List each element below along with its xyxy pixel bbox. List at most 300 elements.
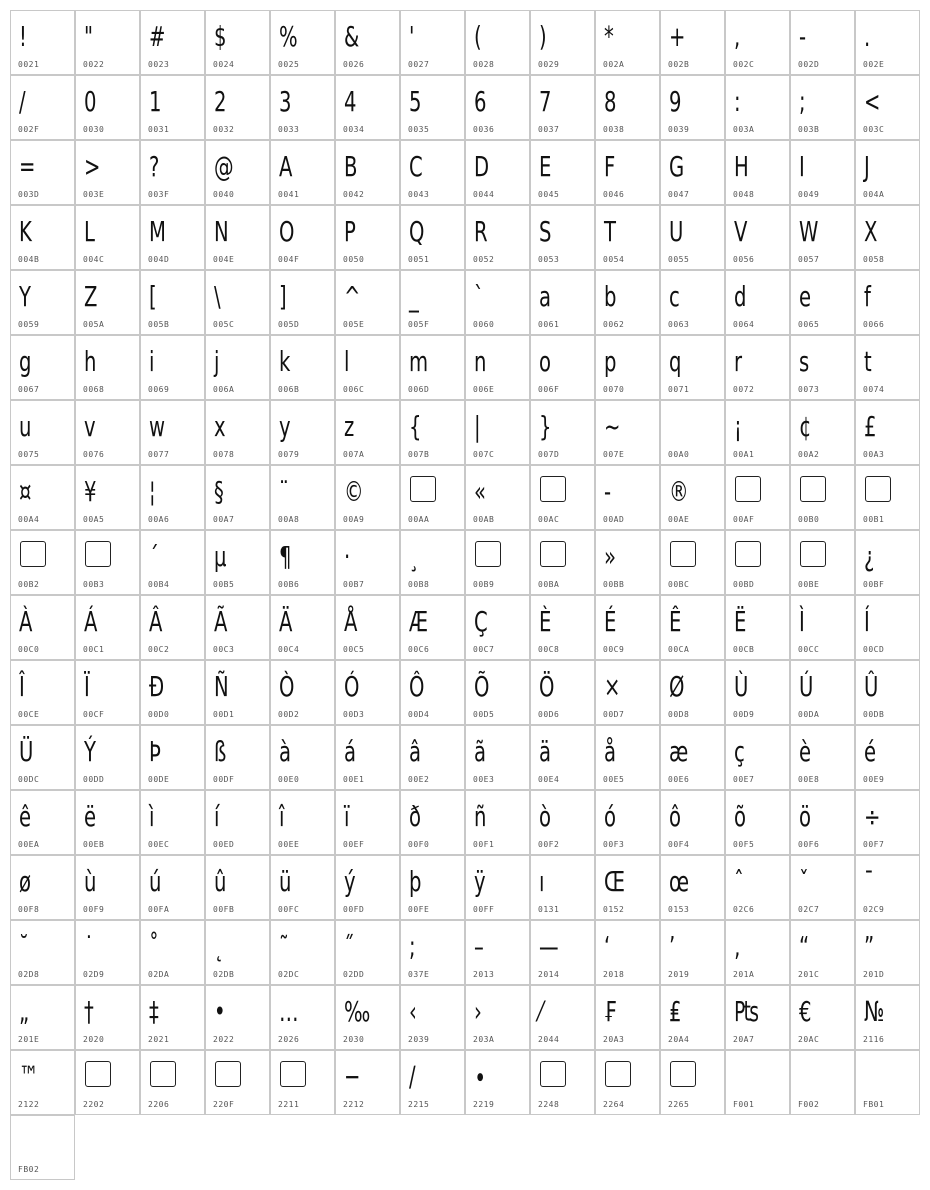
glyph-cell xyxy=(790,335,855,400)
glyph-char: ÷ xyxy=(864,800,881,833)
glyph-codepoint: 00FA xyxy=(148,905,170,914)
glyph-cell xyxy=(855,530,920,595)
glyph-codepoint: 0068 xyxy=(83,385,105,394)
missing-glyph-box xyxy=(670,541,696,567)
glyph-codepoint: 00B1 xyxy=(863,515,885,524)
glyph-char: a xyxy=(539,280,552,313)
glyph-char: ‡ xyxy=(149,995,159,1028)
glyph-char: 8 xyxy=(604,85,617,118)
glyph-codepoint: 00C1 xyxy=(83,645,105,654)
glyph-char: ` xyxy=(474,280,484,313)
glyph-cell xyxy=(205,205,270,270)
glyph-codepoint: 0038 xyxy=(603,125,625,134)
glyph-cell xyxy=(335,725,400,790)
glyph-cell xyxy=(10,465,75,530)
glyph-char: Ê xyxy=(669,605,682,638)
glyph-char: D xyxy=(474,150,490,183)
glyph-cell xyxy=(140,270,205,335)
glyph-codepoint: 00FB xyxy=(213,905,235,914)
glyph-cell xyxy=(530,790,595,855)
glyph-char: ” xyxy=(864,930,875,963)
glyph-codepoint: 007C xyxy=(473,450,495,459)
glyph-codepoint: 00D5 xyxy=(473,710,495,719)
glyph-cell xyxy=(725,75,790,140)
glyph-codepoint: 00CA xyxy=(668,645,690,654)
glyph-cell xyxy=(530,335,595,400)
missing-glyph-box xyxy=(735,541,761,567)
glyph-char: P xyxy=(344,215,356,248)
glyph-codepoint: 0052 xyxy=(473,255,495,264)
glyph-char: g xyxy=(19,345,32,378)
glyph-cell xyxy=(75,660,140,725)
glyph-codepoint: 003D xyxy=(18,190,40,199)
glyph-cell xyxy=(10,985,75,1050)
glyph-cell xyxy=(855,855,920,920)
glyph-cell xyxy=(400,10,465,75)
glyph-char: ˘ xyxy=(19,930,29,963)
glyph-codepoint: 0152 xyxy=(603,905,625,914)
glyph-codepoint: 00C7 xyxy=(473,645,495,654)
glyph-char: c xyxy=(669,280,680,313)
glyph-char: T xyxy=(604,215,616,248)
glyph-codepoint: 00C3 xyxy=(213,645,235,654)
missing-glyph-box xyxy=(800,476,826,502)
glyph-char: í xyxy=(214,800,220,833)
glyph-cell xyxy=(140,400,205,465)
glyph-char: è xyxy=(799,735,812,768)
glyph-codepoint: 20A7 xyxy=(733,1035,755,1044)
glyph-char: Ï xyxy=(84,670,90,703)
glyph-codepoint: 005A xyxy=(83,320,105,329)
glyph-char: õ xyxy=(734,800,746,833)
glyph-char: & xyxy=(344,20,360,53)
glyph-codepoint: 0051 xyxy=(408,255,430,264)
glyph-char: Å xyxy=(344,605,358,638)
glyph-char: ™ xyxy=(19,1060,39,1093)
glyph-cell xyxy=(465,790,530,855)
glyph-codepoint: 0027 xyxy=(408,60,430,69)
glyph-codepoint: 0021 xyxy=(18,60,40,69)
glyph-codepoint: 00B3 xyxy=(83,580,105,589)
glyph-codepoint: 00BA xyxy=(538,580,560,589)
glyph-cell xyxy=(790,725,855,790)
glyph-codepoint: 00A3 xyxy=(863,450,885,459)
glyph-cell xyxy=(335,205,400,270)
glyph-codepoint: 0073 xyxy=(798,385,820,394)
glyph-char: W xyxy=(799,215,819,248)
glyph-cell xyxy=(790,140,855,205)
missing-glyph-box xyxy=(670,1061,696,1087)
glyph-cell xyxy=(205,1050,270,1115)
glyph-codepoint: 02DC xyxy=(278,970,300,979)
glyph-char: à xyxy=(279,735,292,768)
glyph-char: ¿ xyxy=(864,540,875,573)
glyph-codepoint: 00EC xyxy=(148,840,170,849)
glyph-cell xyxy=(270,335,335,400)
missing-glyph-box xyxy=(540,476,566,502)
glyph-char: y xyxy=(279,410,291,443)
glyph-char: › xyxy=(474,995,482,1028)
glyph-cell xyxy=(140,10,205,75)
glyph-cell xyxy=(335,10,400,75)
glyph-char: œ xyxy=(669,865,690,898)
glyph-codepoint: 00F3 xyxy=(603,840,625,849)
glyph-codepoint: 2116 xyxy=(863,1035,885,1044)
glyph-codepoint: 004B xyxy=(18,255,40,264)
glyph-codepoint: 00B6 xyxy=(278,580,300,589)
glyph-codepoint: 02C7 xyxy=(798,905,820,914)
glyph-cell xyxy=(790,10,855,75)
glyph-cell xyxy=(530,205,595,270)
glyph-codepoint: 2212 xyxy=(343,1100,365,1109)
glyph-codepoint: 0061 xyxy=(538,320,560,329)
glyph-codepoint: 0078 xyxy=(213,450,235,459)
glyph-char: Ô xyxy=(409,670,425,703)
glyph-codepoint: 00C6 xyxy=(408,645,430,654)
glyph-codepoint: 00A0 xyxy=(668,450,690,459)
glyph-codepoint: 00C8 xyxy=(538,645,560,654)
glyph-char: B xyxy=(344,150,358,183)
glyph-codepoint: 005B xyxy=(148,320,170,329)
glyph-codepoint: 0034 xyxy=(343,125,365,134)
glyph-char: i xyxy=(149,345,155,378)
glyph-char: » xyxy=(604,540,616,573)
glyph-codepoint: 00A1 xyxy=(733,450,755,459)
glyph-cell xyxy=(530,75,595,140)
glyph-char: ¥ xyxy=(84,475,97,508)
glyph-cell xyxy=(75,400,140,465)
glyph-char: X xyxy=(864,215,878,248)
glyph-codepoint: 00B0 xyxy=(798,515,820,524)
glyph-codepoint: 006E xyxy=(473,385,495,394)
glyph-cell xyxy=(335,920,400,985)
glyph-char: * xyxy=(604,20,614,53)
glyph-char: • xyxy=(214,995,226,1028)
glyph-cell xyxy=(205,140,270,205)
glyph-char: À xyxy=(19,605,33,638)
glyph-codepoint: 0077 xyxy=(148,450,170,459)
glyph-cell xyxy=(790,465,855,530)
glyph-char: Z xyxy=(84,280,98,313)
glyph-cell xyxy=(855,920,920,985)
glyph-codepoint: 005E xyxy=(343,320,365,329)
missing-glyph-box xyxy=(540,1061,566,1087)
glyph-cell xyxy=(790,530,855,595)
glyph-char: M xyxy=(149,215,166,248)
glyph-codepoint: 2202 xyxy=(83,1100,105,1109)
glyph-char: Y xyxy=(19,280,31,313)
glyph-cell xyxy=(75,140,140,205)
glyph-char: v xyxy=(84,410,96,443)
glyph-cell xyxy=(335,140,400,205)
glyph-cell xyxy=(595,270,660,335)
glyph-cell xyxy=(335,335,400,400)
glyph-codepoint: 006B xyxy=(278,385,300,394)
glyph-cell xyxy=(10,1115,75,1180)
glyph-codepoint: 00DB xyxy=(863,710,885,719)
glyph-char: 4 xyxy=(344,85,357,118)
glyph-char: d xyxy=(734,280,747,313)
glyph-char: 7 xyxy=(539,85,552,118)
glyph-cell xyxy=(140,140,205,205)
glyph-cell xyxy=(595,530,660,595)
glyph-char: © xyxy=(344,475,364,508)
glyph-cell xyxy=(335,400,400,465)
glyph-cell xyxy=(140,595,205,660)
glyph-cell xyxy=(140,530,205,595)
glyph-char: 9 xyxy=(669,85,682,118)
glyph-codepoint: 0044 xyxy=(473,190,495,199)
glyph-char: ç xyxy=(734,735,745,768)
glyph-cell xyxy=(10,270,75,335)
glyph-char: ‹ xyxy=(409,995,417,1028)
glyph-cell xyxy=(335,1050,400,1115)
glyph-codepoint: 0069 xyxy=(148,385,170,394)
glyph-codepoint: 0048 xyxy=(733,190,755,199)
glyph-char: A xyxy=(279,150,293,183)
glyph-codepoint: 00D1 xyxy=(213,710,235,719)
glyph-char: Ø xyxy=(669,670,685,703)
glyph-codepoint: 0045 xyxy=(538,190,560,199)
glyph-cell xyxy=(465,205,530,270)
glyph-codepoint: 005D xyxy=(278,320,300,329)
glyph-char: h xyxy=(84,345,97,378)
glyph-char: " xyxy=(84,20,94,53)
glyph-codepoint: 00AD xyxy=(603,515,625,524)
glyph-cell xyxy=(530,855,595,920)
glyph-cell xyxy=(790,205,855,270)
glyph-codepoint: 0050 xyxy=(343,255,365,264)
glyph-codepoint: 0037 xyxy=(538,125,560,134)
glyph-codepoint: 02DD xyxy=(343,970,365,979)
glyph-cell xyxy=(725,270,790,335)
glyph-codepoint: 2014 xyxy=(538,970,560,979)
glyph-cell xyxy=(400,400,465,465)
glyph-cell xyxy=(790,920,855,985)
glyph-char: Þ xyxy=(149,735,161,768)
glyph-codepoint: 2219 xyxy=(473,1100,495,1109)
glyph-char: ´ xyxy=(149,540,159,573)
glyph-cell xyxy=(75,855,140,920)
glyph-cell xyxy=(400,660,465,725)
glyph-codepoint: 2018 xyxy=(603,970,625,979)
glyph-codepoint: 00E2 xyxy=(408,775,430,784)
glyph-codepoint: 00BC xyxy=(668,580,690,589)
glyph-char: Â xyxy=(149,605,163,638)
glyph-cell xyxy=(725,920,790,985)
glyph-cell xyxy=(530,660,595,725)
glyph-codepoint: 0026 xyxy=(343,60,365,69)
glyph-cell xyxy=(725,855,790,920)
glyph-char: V xyxy=(734,215,748,248)
glyph-cell xyxy=(790,270,855,335)
glyph-char: § xyxy=(214,475,224,508)
glyph-cell xyxy=(855,1050,920,1115)
glyph-codepoint: 0075 xyxy=(18,450,40,459)
glyph-char: É xyxy=(604,605,617,638)
glyph-codepoint: 201A xyxy=(733,970,755,979)
glyph-cell xyxy=(75,1050,140,1115)
glyph-cell xyxy=(530,920,595,985)
glyph-cell xyxy=(400,595,465,660)
glyph-char: N xyxy=(214,215,229,248)
glyph-cell xyxy=(10,595,75,660)
glyph-codepoint: 0054 xyxy=(603,255,625,264)
glyph-cell xyxy=(10,400,75,465)
glyph-cell xyxy=(660,270,725,335)
glyph-codepoint: 00F8 xyxy=(18,905,40,914)
glyph-codepoint: 220F xyxy=(213,1100,235,1109)
glyph-cell xyxy=(140,790,205,855)
glyph-cell xyxy=(400,335,465,400)
glyph-char: ÿ xyxy=(474,865,486,898)
glyph-cell xyxy=(205,335,270,400)
glyph-cell xyxy=(595,335,660,400)
glyph-codepoint: 00F2 xyxy=(538,840,560,849)
glyph-codepoint: 002A xyxy=(603,60,625,69)
glyph-codepoint: 00BD xyxy=(733,580,755,589)
glyph-codepoint: 00B9 xyxy=(473,580,495,589)
glyph-codepoint: 02C6 xyxy=(733,905,755,914)
glyph-char: « xyxy=(474,475,486,508)
glyph-char: Õ xyxy=(474,670,490,703)
glyph-cell xyxy=(400,75,465,140)
glyph-codepoint: 0065 xyxy=(798,320,820,329)
glyph-codepoint: 00EF xyxy=(343,840,365,849)
glyph-codepoint: 0041 xyxy=(278,190,300,199)
missing-glyph-box xyxy=(85,541,111,567)
glyph-codepoint: 0067 xyxy=(18,385,40,394)
glyph-cell xyxy=(140,920,205,985)
glyph-cell xyxy=(660,725,725,790)
glyph-char: ? xyxy=(149,150,160,183)
glyph-cell xyxy=(140,855,205,920)
glyph-cell xyxy=(10,335,75,400)
glyph-codepoint: 2265 xyxy=(668,1100,690,1109)
glyph-cell xyxy=(660,790,725,855)
glyph-codepoint: 00EA xyxy=(18,840,40,849)
glyph-cell xyxy=(400,985,465,1050)
glyph-cell xyxy=(140,205,205,270)
glyph-codepoint: 002C xyxy=(733,60,755,69)
glyph-codepoint: 00A7 xyxy=(213,515,235,524)
glyph-cell xyxy=(10,140,75,205)
glyph-codepoint: 002B xyxy=(668,60,690,69)
glyph-cell xyxy=(205,660,270,725)
glyph-codepoint: 00BE xyxy=(798,580,820,589)
glyph-codepoint: 0049 xyxy=(798,190,820,199)
glyph-codepoint: 00F0 xyxy=(408,840,430,849)
glyph-char: ë xyxy=(84,800,97,833)
glyph-codepoint: 00F1 xyxy=(473,840,495,849)
glyph-cell xyxy=(725,205,790,270)
glyph-cell xyxy=(270,205,335,270)
glyph-codepoint: 00CE xyxy=(18,710,40,719)
missing-glyph-box xyxy=(150,1061,176,1087)
glyph-char: µ xyxy=(214,540,227,573)
glyph-codepoint: 0055 xyxy=(668,255,690,264)
glyph-codepoint: 0064 xyxy=(733,320,755,329)
glyph-cell xyxy=(465,595,530,660)
glyph-cell xyxy=(725,725,790,790)
glyph-char: { xyxy=(409,410,422,443)
glyph-codepoint: 00FC xyxy=(278,905,300,914)
glyph-cell xyxy=(400,855,465,920)
glyph-char: – xyxy=(474,930,484,963)
glyph-codepoint: 00FD xyxy=(343,905,365,914)
glyph-char: â xyxy=(409,735,422,768)
glyph-codepoint: 2264 xyxy=(603,1100,625,1109)
glyph-char: ü xyxy=(279,865,292,898)
glyph-codepoint: 003F xyxy=(148,190,170,199)
glyph-codepoint: 2013 xyxy=(473,970,495,979)
glyph-char: z xyxy=(344,410,355,443)
glyph-cell xyxy=(725,335,790,400)
glyph-char: Ú xyxy=(799,670,814,703)
glyph-char: Ç xyxy=(474,605,488,638)
glyph-cell xyxy=(530,270,595,335)
glyph-char: 0 xyxy=(84,85,97,118)
glyph-cell xyxy=(140,660,205,725)
glyph-cell xyxy=(660,1050,725,1115)
glyph-cell xyxy=(465,400,530,465)
glyph-cell xyxy=(465,660,530,725)
glyph-codepoint: 203A xyxy=(473,1035,495,1044)
glyph-char: > xyxy=(84,150,101,183)
glyph-char: ö xyxy=(799,800,811,833)
glyph-codepoint: 005F xyxy=(408,320,430,329)
glyph-cell xyxy=(725,400,790,465)
glyph-codepoint: 00DD xyxy=(83,775,105,784)
missing-glyph-box xyxy=(540,541,566,567)
glyph-char: / xyxy=(19,85,26,118)
glyph-codepoint: 2248 xyxy=(538,1100,560,1109)
glyph-cell xyxy=(725,790,790,855)
glyph-cell xyxy=(400,920,465,985)
glyph-codepoint: 0025 xyxy=(278,60,300,69)
glyph-cell xyxy=(660,465,725,530)
glyph-codepoint: 00CB xyxy=(733,645,755,654)
glyph-cell xyxy=(75,335,140,400)
glyph-codepoint: 004D xyxy=(148,255,170,264)
glyph-codepoint: 00B5 xyxy=(213,580,235,589)
glyph-codepoint: 0028 xyxy=(473,60,495,69)
glyph-char: Á xyxy=(84,605,98,638)
glyph-codepoint: 20A4 xyxy=(668,1035,690,1044)
glyph-codepoint: F001 xyxy=(733,1100,755,1109)
glyph-char: № xyxy=(864,995,885,1028)
glyph-char: Û xyxy=(864,670,879,703)
glyph-grid xyxy=(10,10,920,1180)
glyph-cell xyxy=(270,530,335,595)
glyph-char: ¡ xyxy=(734,410,742,443)
glyph-codepoint: 00E6 xyxy=(668,775,690,784)
glyph-codepoint: 00C2 xyxy=(148,645,170,654)
glyph-cell xyxy=(400,725,465,790)
glyph-codepoint: 0071 xyxy=(668,385,690,394)
glyph-codepoint: FB01 xyxy=(863,1100,885,1109)
glyph-cell xyxy=(205,920,270,985)
glyph-codepoint: 0063 xyxy=(668,320,690,329)
glyph-codepoint: 0030 xyxy=(83,125,105,134)
glyph-char: J xyxy=(864,150,870,183)
glyph-cell xyxy=(270,855,335,920)
glyph-cell xyxy=(270,140,335,205)
glyph-cell xyxy=(335,530,400,595)
glyph-cell xyxy=(530,1050,595,1115)
glyph-char: ∙ xyxy=(474,1060,487,1093)
glyph-cell xyxy=(595,1050,660,1115)
